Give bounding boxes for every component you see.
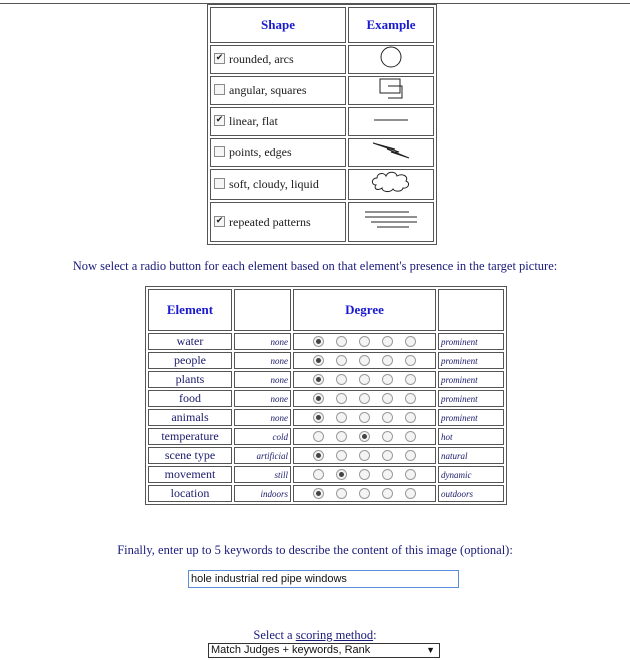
- element-label: plants: [148, 371, 232, 388]
- degree-radio[interactable]: [405, 393, 416, 404]
- example-column-header: Example: [348, 7, 434, 43]
- scoring-label: [0, 628, 630, 643]
- high-label: natural: [438, 447, 504, 464]
- low-label: none: [234, 352, 291, 369]
- degree-radio[interactable]: [313, 412, 324, 423]
- shape-label: rounded, arcs: [229, 52, 294, 66]
- degree-radio[interactable]: [313, 374, 324, 385]
- degree-radio[interactable]: [313, 336, 324, 347]
- degree-row: [148, 333, 504, 350]
- shape-checkbox[interactable]: [214, 84, 225, 95]
- shape-label: repeated patterns: [229, 214, 311, 229]
- degree-radio-group: [293, 409, 436, 426]
- high-label: prominent: [438, 371, 504, 388]
- degree-radio[interactable]: [359, 336, 370, 347]
- scoring-prefix: Select a: [253, 628, 296, 642]
- degree-radio-group: [293, 485, 436, 502]
- cloud-icon: [369, 170, 413, 194]
- element-label: temperature: [148, 428, 232, 445]
- low-label: indoors: [234, 485, 291, 502]
- shape-label: points, edges: [229, 145, 292, 159]
- degree-radio-group: [293, 390, 436, 407]
- element-label: food: [148, 390, 232, 407]
- degree-radio[interactable]: [405, 469, 416, 480]
- degree-instruction: Now select a radio button for each element based on that element's presence in the target picture:: [72, 259, 558, 273]
- degree-radio[interactable]: [313, 469, 324, 480]
- element-label: location: [148, 485, 232, 502]
- degree-radio[interactable]: [405, 450, 416, 461]
- low-label: cold: [234, 428, 291, 445]
- degree-radio[interactable]: [405, 355, 416, 366]
- degree-radio[interactable]: [359, 431, 370, 442]
- shape-row: [210, 138, 434, 167]
- element-label: people: [148, 352, 232, 369]
- degree-radio[interactable]: [313, 393, 324, 404]
- high-label: hot: [438, 428, 504, 445]
- high-label: dynamic: [438, 466, 504, 483]
- degree-radio[interactable]: [336, 374, 347, 385]
- degree-radio[interactable]: [336, 336, 347, 347]
- high-label: prominent: [438, 390, 504, 407]
- degree-radio[interactable]: [405, 336, 416, 347]
- degree-radio-group: [293, 333, 436, 350]
- degree-radio[interactable]: [382, 450, 393, 461]
- zigzag-icon: [369, 139, 413, 161]
- degree-radio-group: [293, 352, 436, 369]
- element-label: scene type: [148, 447, 232, 464]
- degree-row: [148, 371, 504, 388]
- shape-row: [210, 202, 434, 242]
- low-label: still: [234, 466, 291, 483]
- degree-radio[interactable]: [382, 488, 393, 499]
- shape-label: soft, cloudy, liquid: [229, 177, 319, 191]
- shape-checkbox[interactable]: [214, 178, 225, 189]
- degree-radio[interactable]: [336, 393, 347, 404]
- degree-radio-group: [293, 447, 436, 464]
- degree-radio[interactable]: [359, 488, 370, 499]
- degree-radio[interactable]: [359, 469, 370, 480]
- degree-row: [148, 352, 504, 369]
- degree-radio[interactable]: [313, 488, 324, 499]
- degree-radio[interactable]: [359, 393, 370, 404]
- degree-radio[interactable]: [382, 412, 393, 423]
- degree-radio[interactable]: [313, 431, 324, 442]
- degree-row: [148, 447, 504, 464]
- circle-icon: [376, 46, 406, 68]
- degree-radio[interactable]: [405, 431, 416, 442]
- degree-radio[interactable]: [382, 393, 393, 404]
- degree-radio[interactable]: [359, 412, 370, 423]
- scoring-method-link[interactable]: scoring method: [295, 628, 374, 642]
- keywords-prompt: Finally, enter up to 5 keywords to describe the content of this image (optional):: [117, 543, 513, 557]
- shape-checkbox[interactable]: [214, 216, 225, 227]
- degree-radio[interactable]: [359, 355, 370, 366]
- element-label: animals: [148, 409, 232, 426]
- shape-table: [207, 4, 437, 245]
- degree-column-header: Degree: [293, 289, 436, 331]
- shape-checkbox[interactable]: [214, 146, 225, 157]
- high-column-header: [438, 289, 504, 331]
- shape-row: [210, 45, 434, 74]
- degree-radio[interactable]: [313, 355, 324, 366]
- low-label: artificial: [234, 447, 291, 464]
- degree-row: [148, 466, 504, 483]
- degree-radio[interactable]: [382, 336, 393, 347]
- line-icon: [371, 108, 411, 130]
- degree-radio-group: [293, 428, 436, 445]
- shape-label: angular, squares: [229, 83, 307, 97]
- element-label: movement: [148, 466, 232, 483]
- degree-radio[interactable]: [405, 412, 416, 423]
- low-column-header: [234, 289, 291, 331]
- element-label: water: [148, 333, 232, 350]
- degree-radio[interactable]: [382, 431, 393, 442]
- keywords-input[interactable]: hole industrial red pipe windows: [188, 570, 459, 588]
- degree-radio[interactable]: [336, 469, 347, 480]
- scoring-method-select[interactable]: [208, 643, 440, 658]
- dropdown-arrow-icon: ▼: [426, 645, 435, 655]
- degree-row: [148, 428, 504, 445]
- low-label: none: [234, 409, 291, 426]
- squares-icon: [374, 77, 408, 99]
- shape-label: linear, flat: [229, 114, 278, 128]
- degree-radio[interactable]: [382, 469, 393, 480]
- degree-radio-group: [293, 466, 436, 483]
- degree-radio[interactable]: [405, 488, 416, 499]
- shape-checkbox[interactable]: [214, 115, 225, 126]
- degree-radio[interactable]: [336, 355, 347, 366]
- degree-radio[interactable]: [336, 412, 347, 423]
- degree-radio[interactable]: [405, 374, 416, 385]
- degree-radio[interactable]: [336, 450, 347, 461]
- degree-row: [148, 485, 504, 502]
- shape-row: [210, 76, 434, 105]
- degree-radio[interactable]: [336, 431, 347, 442]
- degree-radio[interactable]: [313, 450, 324, 461]
- high-label: outdoors: [438, 485, 504, 502]
- degree-row: [148, 409, 504, 426]
- low-label: none: [234, 333, 291, 350]
- degree-radio[interactable]: [359, 450, 370, 461]
- element-column-header: Element: [148, 289, 232, 331]
- high-label: prominent: [438, 333, 504, 350]
- degree-radio-group: [293, 371, 436, 388]
- degree-radio[interactable]: [359, 374, 370, 385]
- high-label: prominent: [438, 352, 504, 369]
- high-label: prominent: [438, 409, 504, 426]
- degree-row: [148, 390, 504, 407]
- degree-table: [145, 286, 507, 505]
- shape-row: [210, 107, 434, 136]
- shape-row: [210, 169, 434, 200]
- shape-column-header: Shape: [210, 7, 346, 43]
- degree-radio[interactable]: [336, 488, 347, 499]
- low-label: none: [234, 390, 291, 407]
- scoring-suffix: :: [373, 628, 377, 642]
- parallel-lines-icon: [361, 208, 421, 232]
- low-label: none: [234, 371, 291, 388]
- degree-radio[interactable]: [382, 355, 393, 366]
- shape-checkbox[interactable]: [214, 53, 225, 64]
- degree-radio[interactable]: [382, 374, 393, 385]
- scoring-selected-value: Match Judges + keywords, Rank: [211, 644, 371, 656]
